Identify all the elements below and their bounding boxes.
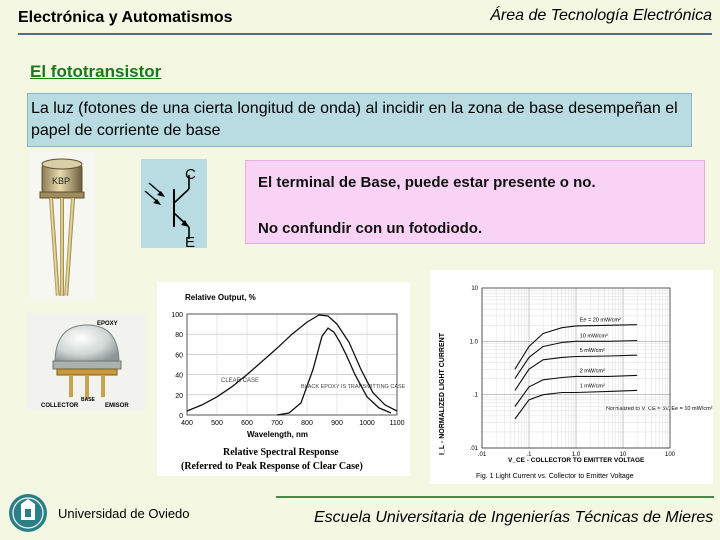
package-photo (27, 313, 145, 410)
spectral-response-chart (157, 282, 410, 476)
svg-text:KBP: KBP (52, 176, 71, 186)
iv-normalization-note: Normalized to V_CE = 5V, Ee = 10 mW/cm² (606, 406, 713, 412)
iv-y-tick: 1.0 (469, 339, 478, 346)
iv-series-label: 2 mW/cm² (579, 368, 605, 375)
university-name: Universidad de Oviedo (58, 506, 190, 521)
spectral-series-black-epoxy (277, 328, 391, 415)
iv-series-label: 1 mW/cm² (579, 383, 605, 390)
spectral-series-clear (187, 315, 397, 411)
university-logo (8, 493, 48, 533)
header-right-title: Área de Tecnología Electrónica (490, 7, 712, 24)
iv-x-tick: 100 (664, 452, 676, 458)
spectral-y-tick: 20 (175, 392, 183, 400)
package-top-label: EPOXY (97, 321, 118, 327)
spectral-x-tick: 900 (331, 420, 343, 427)
iv-x-tick: 1.0 (571, 452, 581, 458)
iv-y-tick: 10 (471, 286, 478, 292)
clear-case-annotation: CLEAR CASE (221, 378, 260, 384)
package-emitter-label: EMISOR (105, 403, 129, 409)
school-name: Escuela Universitaria de Ingenierías Técnicas de Mieres (314, 509, 714, 526)
iv-caption: Fig. 1 Light Current vs. Collector to Emitter Voltage (476, 473, 634, 480)
iv-series-label: 5 mW/cm² (579, 348, 605, 355)
iv-y-tick: .1 (472, 392, 478, 399)
phototransistor-symbol (141, 159, 207, 248)
package-base-label: BASE (81, 397, 95, 403)
symbol-emitter-label: E (185, 234, 196, 248)
spectral-caption-1: Relative Spectral Response (223, 447, 339, 458)
spectral-y-tick: 60 (175, 352, 183, 360)
photodiode-note: No confundir con un fotodiodo. (258, 220, 483, 237)
iv-x-tick: 10 (619, 452, 627, 458)
spectral-x-tick: 600 (241, 420, 253, 427)
spectral-y-tick: 80 (175, 332, 183, 340)
spectral-x-tick: 800 (301, 420, 313, 427)
iv-y-tick: .01 (469, 446, 478, 452)
spectral-chart-title: Relative Output, % (185, 293, 256, 302)
footer-divider (276, 496, 714, 498)
header-divider (18, 33, 712, 35)
symbol-collector-label: C (185, 166, 196, 183)
intro-text: La luz (fotones de una cierta longitud de onda) al incidir en la zona de base desempeñan el papel de corriente de base (31, 100, 678, 139)
spectral-x-tick: 1000 (359, 420, 375, 427)
spectral-x-tick: 400 (181, 420, 193, 427)
header-left-title: Electrónica y Automatismos (18, 9, 233, 26)
spectral-x-label: Wavelength, nm (247, 430, 309, 439)
iv-series-label: 10 mW/cm² (579, 333, 608, 340)
light-current-chart (430, 270, 713, 484)
iv-x-tick: .01 (477, 452, 487, 458)
spectral-x-tick: 700 (271, 420, 283, 427)
phototransistor-photo (30, 152, 95, 300)
iv-series-label: Ee = 20 mW/cm² (579, 317, 621, 324)
spectral-y-tick: 40 (175, 372, 183, 380)
base-note: El terminal de Base, puede estar presente o no. (258, 174, 596, 191)
spectral-plot-frame (187, 314, 397, 415)
black-epoxy-annotation: BLACK EPOXY IS TRANSMITTING CASE (301, 384, 406, 390)
spectral-caption-2: (Referred to Peak Response of Clear Case) (181, 461, 363, 472)
iv-x-tick: .1 (526, 452, 532, 458)
spectral-x-tick: 1100 (389, 420, 405, 427)
iv-x-label: V_CE - COLLECTOR TO EMITTER VOLTAGE (508, 457, 645, 464)
package-collector-label: COLLECTOR (41, 403, 79, 409)
iv-y-label: I_L - NORMALIZED LIGHT CURRENT (439, 333, 446, 455)
spectral-y-tick: 0 (179, 413, 183, 420)
spectral-x-tick: 500 (211, 420, 223, 427)
spectral-y-tick: 100 (171, 312, 183, 319)
slide-title: El fototransistor (30, 62, 162, 81)
